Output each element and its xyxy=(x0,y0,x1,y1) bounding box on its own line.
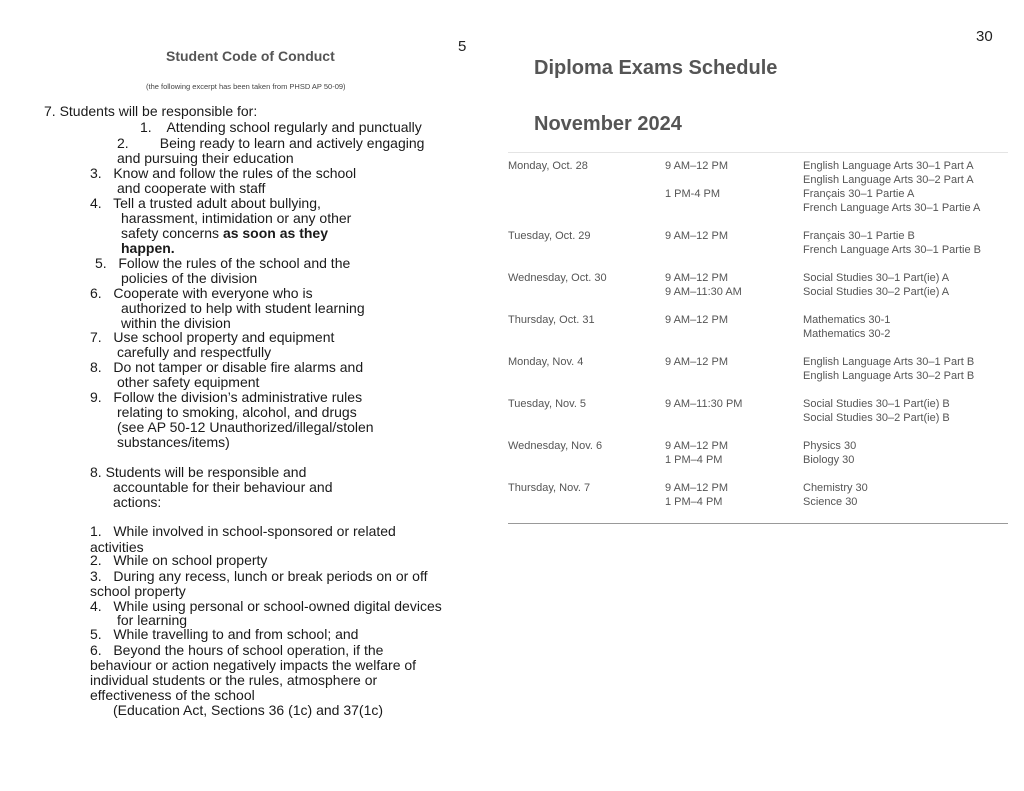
schedule-time: 9 AM–12 PM xyxy=(665,356,728,368)
emphasis-text: happen. xyxy=(121,240,175,256)
schedule-exam: Social Studies 30–2 Part(ie) A xyxy=(803,286,950,298)
table-row xyxy=(508,271,1008,313)
schedule-exam: Chemistry 30 xyxy=(803,482,868,494)
list-item: and pursuing their education xyxy=(117,150,294,166)
list-item: policies of the division xyxy=(121,270,258,286)
schedule-day: Thursday, Oct. 31 xyxy=(508,314,595,326)
schedule-exam-cell xyxy=(803,355,1008,397)
schedule-day-cell xyxy=(508,153,665,230)
schedule-exam-cell xyxy=(803,229,1008,271)
schedule-time-cell xyxy=(665,481,803,524)
schedule-day-cell xyxy=(508,271,665,313)
section-7-heading: 7. Students will be responsible for: xyxy=(44,103,258,119)
schedule-exam-cell xyxy=(803,481,1008,524)
list-item: activities xyxy=(90,539,144,555)
table-row xyxy=(508,313,1008,355)
schedule-day-cell xyxy=(508,229,665,271)
schedule-time: 9 AM–12 PM xyxy=(665,272,728,284)
table-row xyxy=(508,355,1008,397)
schedule-time: 1 PM–4 PM xyxy=(665,454,723,466)
list-item: 3. During any recess, lunch or break periods on or off xyxy=(90,568,428,584)
list-item: authorized to help with student learning xyxy=(121,300,365,316)
schedule-time xyxy=(665,201,803,215)
list-item: 1. While involved in school-sponsored or related xyxy=(90,523,396,539)
section-8-heading: 8. Students will be responsible and xyxy=(90,464,307,480)
schedule-time-cell xyxy=(665,397,803,439)
list-item: relating to smoking, alcohol, and drugs xyxy=(117,404,357,420)
list-item: school property xyxy=(90,583,186,599)
schedule-exam-cell xyxy=(803,313,1008,355)
schedule-exam: Science 30 xyxy=(803,496,858,508)
table-row xyxy=(508,481,1008,524)
schedule-exam: English Language Arts 30–2 Part A xyxy=(803,174,974,186)
schedule-day: Monday, Oct. 28 xyxy=(508,160,588,172)
list-item: carefully and respectfully xyxy=(117,344,272,360)
schedule-day-cell xyxy=(508,439,665,481)
schedule-time-cell xyxy=(665,271,803,313)
list-item: 5. Follow the rules of the school and the xyxy=(95,255,351,271)
schedule-exam: Biology 30 xyxy=(803,454,855,466)
schedule-exam-cell xyxy=(803,397,1008,439)
schedule-exam: Mathematics 30-1 xyxy=(803,314,891,326)
list-item xyxy=(121,226,328,241)
schedule-day-cell xyxy=(508,397,665,439)
schedule-day: Wednesday, Oct. 30 xyxy=(508,272,607,284)
list-item: within the division xyxy=(121,315,231,331)
table-row xyxy=(508,153,1008,230)
list-item: 4. While using personal or school-owned digital devices xyxy=(90,598,442,614)
schedule-exam: Social Studies 30–2 Part(ie) B xyxy=(803,412,950,424)
citation: (Education Act, Sections 36 (1c) and 37(1c) xyxy=(113,702,384,718)
emphasis-text: as soon as they xyxy=(222,225,328,241)
schedule-day: Wednesday, Nov. 6 xyxy=(508,440,603,452)
schedule-time: 9 AM–12 PM xyxy=(665,230,728,242)
schedule-exam: French Language Arts 30–1 Partie B xyxy=(803,244,981,256)
list-item: behaviour or action negatively impacts the welfare of xyxy=(90,657,417,673)
list-item: 5. While travelling to and from school; and xyxy=(90,626,359,642)
schedule-exam-cell xyxy=(803,153,1008,230)
page-title: Student Code of Conduct xyxy=(166,48,335,64)
schedule-exam: Physics 30 xyxy=(803,440,857,452)
list-item: 8. Do not tamper or disable fire alarms and xyxy=(90,359,364,375)
schedule-exam: Mathematics 30-2 xyxy=(803,328,891,340)
table-row xyxy=(508,439,1008,481)
schedule-exam: English Language Arts 30–2 Part B xyxy=(803,370,975,382)
schedule-day: Monday, Nov. 4 xyxy=(508,356,584,368)
schedule-day-cell xyxy=(508,313,665,355)
schedule-exam: Français 30–1 Partie A xyxy=(803,188,915,200)
list-item: for learning xyxy=(117,612,188,628)
section-8-heading: accountable for their behaviour and xyxy=(113,479,333,495)
schedule-time: 9 AM–11:30 AM xyxy=(665,286,742,298)
schedule-time: 9 AM–12 PM xyxy=(665,160,728,172)
list-item: 6. Cooperate with everyone who is xyxy=(90,285,313,301)
schedule-exam: English Language Arts 30–1 Part A xyxy=(803,160,974,172)
list-item xyxy=(121,241,175,256)
list-item: 7. Use school property and equipment xyxy=(90,329,335,345)
schedule-exam-cell xyxy=(803,271,1008,313)
list-item: individual students or the rules, atmosphere or xyxy=(90,672,378,688)
schedule-exam: Social Studies 30–1 Part(ie) A xyxy=(803,272,950,284)
section-8-heading: actions: xyxy=(113,494,162,510)
table-row xyxy=(508,229,1008,271)
schedule-title: Diploma Exams Schedule xyxy=(534,57,778,79)
page-number-right: 30 xyxy=(976,28,993,45)
list-item: other safety equipment xyxy=(117,374,260,390)
page-number-left: 5 xyxy=(458,38,467,55)
schedule-time-cell xyxy=(665,229,803,271)
schedule-time: 1 PM-4 PM xyxy=(665,188,721,200)
schedule-time: 9 AM–12 PM xyxy=(665,482,728,494)
schedule-exam: Français 30–1 Partie B xyxy=(803,230,915,242)
list-item: effectiveness of the school xyxy=(90,687,255,703)
excerpt-note: (the following excerpt has been taken from PHSD AP 50-09) xyxy=(146,82,346,91)
schedule-subtitle: November 2024 xyxy=(534,113,682,135)
schedule-time: 1 PM–4 PM xyxy=(665,496,723,508)
schedule-day: Tuesday, Nov. 5 xyxy=(508,398,587,410)
schedule-day: Thursday, Nov. 7 xyxy=(508,482,591,494)
list-item: substances/items) xyxy=(117,434,230,450)
schedule-time: 9 AM–12 PM xyxy=(665,440,728,452)
list-item: 2. Being ready to learn and actively engaging xyxy=(117,135,425,151)
list-item: 2. While on school property xyxy=(90,552,268,568)
schedule-time: 9 AM–12 PM xyxy=(665,314,728,326)
list-item: 9. Follow the division’s administrative rules xyxy=(90,389,363,405)
list-item: 6. Beyond the hours of school operation, if the xyxy=(90,642,384,658)
list-item: 4. Tell a trusted adult about bullying, xyxy=(90,195,321,211)
schedule-exam: English Language Arts 30–1 Part B xyxy=(803,356,975,368)
list-item: (see AP 50-12 Unauthorized/illegal/stolen xyxy=(117,419,374,435)
list-item: 3. Know and follow the rules of the school xyxy=(90,165,357,181)
list-item: 1. Attending school regularly and punctually xyxy=(140,119,422,135)
table-row xyxy=(508,397,1008,439)
list-item: and cooperate with staff xyxy=(117,180,266,196)
list-item: harassment, intimidation or any other xyxy=(121,210,352,226)
schedule-time-cell xyxy=(665,355,803,397)
exam-schedule-table xyxy=(508,152,1008,524)
schedule-time: 9 AM–11:30 PM xyxy=(665,398,743,410)
schedule-time-cell xyxy=(665,313,803,355)
schedule-exam: French Language Arts 30–1 Partie A xyxy=(803,202,981,214)
schedule-day-cell xyxy=(508,481,665,524)
schedule-time-cell xyxy=(665,439,803,481)
schedule-time xyxy=(665,173,803,187)
schedule-time-cell xyxy=(665,153,803,230)
schedule-exam-cell xyxy=(803,439,1008,481)
schedule-exam: Social Studies 30–1 Part(ie) B xyxy=(803,398,950,410)
schedule-day-cell xyxy=(508,355,665,397)
list-item-text: safety concerns xyxy=(121,225,223,241)
schedule-day: Tuesday, Oct. 29 xyxy=(508,230,591,242)
